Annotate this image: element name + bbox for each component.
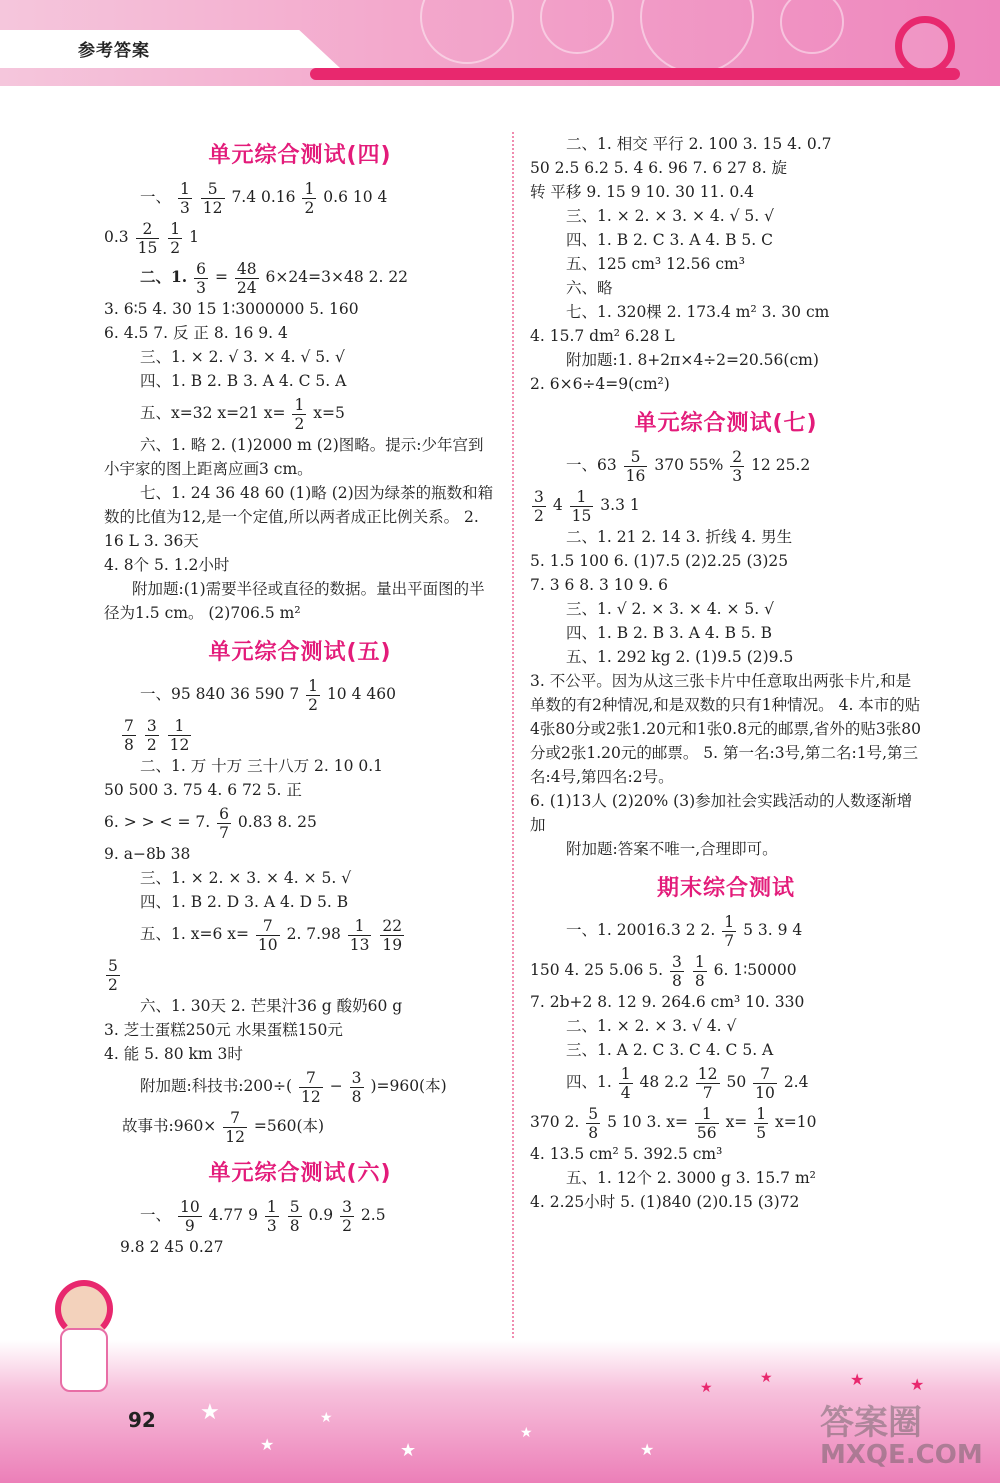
denominator: 8 xyxy=(588,1123,599,1142)
denominator: 2 xyxy=(534,506,544,525)
text: 5 3. 9 4 xyxy=(743,921,803,939)
denominator: 10 xyxy=(755,1083,775,1102)
denominator: 7 xyxy=(702,1083,713,1102)
fraction xyxy=(619,1065,633,1102)
answer-line: 50 2.5 6.2 5. 4 6. 96 7. 6 27 8. 旋 xyxy=(530,159,788,177)
numerator: 1 xyxy=(756,1104,767,1123)
text: 48 2.2 xyxy=(639,1073,689,1091)
fraction xyxy=(586,1105,600,1142)
denominator: 8 xyxy=(672,971,682,990)
answer-line xyxy=(104,954,496,994)
section-title: 单元综合测试(七) xyxy=(634,411,818,436)
numerator: 1 xyxy=(179,179,190,198)
fraction xyxy=(223,1109,247,1146)
text: 2.4 xyxy=(783,1073,809,1091)
text: )=960(本) xyxy=(370,1077,447,1095)
answer-line: 四、1. B 2. C 3. A 4. B 5. C xyxy=(566,231,773,249)
denominator: 10 xyxy=(257,935,278,954)
numerator: 6 xyxy=(196,259,206,278)
fraction xyxy=(730,448,744,485)
numerator: 3 xyxy=(534,487,544,506)
denominator: 24 xyxy=(236,278,257,297)
answer-line: 三、1. × 2. × 3. × 4. × 5. √ xyxy=(140,869,352,887)
column-divider xyxy=(512,132,514,1342)
numerator: 1 xyxy=(168,717,192,736)
fraction xyxy=(570,488,594,525)
text: 6×24=3×48 2. 22 xyxy=(265,268,409,286)
fraction xyxy=(340,1198,354,1235)
bonus-answer xyxy=(104,1106,496,1146)
text: 1 xyxy=(189,228,199,246)
text: 一、 xyxy=(140,188,172,206)
fraction xyxy=(299,1069,323,1106)
answer-line xyxy=(104,674,496,714)
answer-line: 二、1. 万 十万 三十八万 2. 10 0.1 xyxy=(140,757,384,775)
answer-line: 七、1. 320棵 2. 173.4 m² 3. 30 cm xyxy=(566,303,830,321)
text: 6. 1∶50000 xyxy=(713,961,797,979)
text: 6. > > < = 7. xyxy=(104,813,211,831)
answer-line xyxy=(104,1195,496,1235)
bonus-answer: 附加题:答案不唯一,合理即可。 xyxy=(566,840,778,858)
answer-line xyxy=(104,257,496,297)
answer-line: 9.8 2 45 0.27 xyxy=(120,1238,224,1256)
numerator: 1 xyxy=(348,917,372,936)
fraction xyxy=(235,260,259,297)
denominator: 12 xyxy=(225,1127,245,1146)
answer-line xyxy=(104,914,496,954)
answer-paragraph: 6. (1)13人 (2)20% (3)参加社会实践活动的人数逐渐增加 xyxy=(530,792,913,834)
bonus-answer: 2. 6×6÷4=9(cm²) xyxy=(530,375,670,393)
answer-line: 二、1. 相交 平行 2. 100 3. 15 4. 0.7 xyxy=(566,135,832,153)
fraction xyxy=(217,805,231,842)
denominator: 2 xyxy=(294,414,305,433)
star-icon: ★ xyxy=(760,1370,773,1386)
answer-line: 三、1. √ 2. × 3. × 4. × 5. √ xyxy=(566,600,775,618)
answer-line xyxy=(104,802,496,842)
answer-line: 5. 1.5 100 6. (1)7.5 (2)2.25 (3)25 xyxy=(530,552,789,570)
text: x=5 xyxy=(313,404,345,422)
fraction xyxy=(695,1105,719,1142)
fraction xyxy=(696,1065,720,1102)
numerator: 5 xyxy=(289,1197,300,1216)
answer-line xyxy=(530,445,922,485)
text: 故事书:960× xyxy=(122,1117,217,1135)
page-header xyxy=(0,0,1000,86)
answer-paragraph: 七、1. 24 36 48 60 (1)略 (2)因为绿茶的瓶数和箱数的比值为12,是一个定值,所以两者成正比例关系。 2. 16 L 3. 36天 xyxy=(104,484,494,550)
fraction xyxy=(306,677,320,714)
numerator: 1 xyxy=(170,219,181,238)
header-tab xyxy=(0,30,340,68)
star-icon: ★ xyxy=(520,1425,533,1441)
star-icon: ★ xyxy=(700,1380,713,1396)
answer-line: 五、1. 12个 2. 3000 g 3. 15.7 m² xyxy=(566,1169,816,1187)
numerator: 6 xyxy=(219,804,229,823)
text: 五、x=32 x=21 x= xyxy=(140,404,286,422)
numerator: 3 xyxy=(351,1068,362,1087)
numerator: 5 xyxy=(108,956,118,975)
numerator: 7 xyxy=(223,1109,247,1128)
denominator: 12 xyxy=(169,735,190,754)
denominator: 16 xyxy=(625,466,646,485)
text: 12 25.2 xyxy=(751,456,811,474)
answer-line: 4. 2.25小时 5. (1)840 (2)0.15 (3)72 xyxy=(530,1193,800,1211)
denominator: 3 xyxy=(732,466,743,485)
text: 7.4 0.16 xyxy=(231,188,296,206)
answer-line: 7. 3 6 8. 3 10 9. 6 xyxy=(530,576,669,594)
fraction xyxy=(288,1198,302,1235)
answer-line: 二、1. × 2. × 3. √ 4. √ xyxy=(566,1017,737,1035)
numerator: 22 xyxy=(382,916,403,935)
fraction xyxy=(292,396,306,433)
answer-paragraph: 3. 不公平。因为从这三张卡片中任意取出两张卡片,和是单数的有2种情况,和是双数的只有1种情况。 4. 本市的贴4张80分或2张1.20元和1张0.8元的邮票,省外的贴3张80分或2张1.20元的邮票。 5. 第一名:3号,第二名:1号,第三名:4号,第四名:2号。 xyxy=(530,672,921,786)
denominator: 15 xyxy=(571,506,592,525)
bonus-answer: 附加题:1. 8+2π×4÷2=20.56(cm) xyxy=(566,351,819,369)
numerator: 3 xyxy=(146,716,157,735)
denominator: 7 xyxy=(724,931,735,950)
denominator: 2 xyxy=(108,975,118,994)
answer-line xyxy=(530,485,922,525)
text: 0.83 8. 25 xyxy=(237,813,317,831)
denominator: 8 xyxy=(351,1087,362,1106)
answer-line xyxy=(104,714,496,754)
text: 二、1. xyxy=(140,267,188,286)
denominator: 56 xyxy=(696,1123,717,1142)
numerator: 7 xyxy=(753,1065,777,1084)
numerator: 1 xyxy=(724,912,735,931)
numerator: 5 xyxy=(624,448,648,467)
text: 10 4 460 xyxy=(326,685,396,703)
answer-line: 50 500 3. 75 4. 6 72 5. 正 xyxy=(104,781,302,799)
decor-circle xyxy=(420,0,514,64)
denominator: 9 xyxy=(184,1216,195,1235)
answer-line: 3. 6∶5 4. 30 15 1∶3000000 5. 160 xyxy=(104,300,359,318)
answer-line: 四、1. B 2. D 3. A 4. D 5. B xyxy=(140,893,349,911)
fraction xyxy=(201,180,225,217)
fraction xyxy=(380,917,404,954)
text: 2.5 xyxy=(360,1206,386,1224)
star-icon: ★ xyxy=(910,1375,925,1394)
denominator: 5 xyxy=(756,1123,767,1142)
text: 5 10 3. x= xyxy=(607,1113,688,1131)
answer-line: 4. 8个 5. 1.2小时 xyxy=(104,556,230,574)
numerator: 1 xyxy=(266,1197,277,1216)
numerator: 1 xyxy=(570,488,594,507)
answer-line xyxy=(530,910,922,950)
decor-circle xyxy=(540,0,614,54)
fraction xyxy=(624,448,648,485)
fraction xyxy=(145,717,159,754)
decor-circle xyxy=(780,0,844,54)
numerator: 1 xyxy=(294,395,305,414)
numerator: 1 xyxy=(695,1105,719,1124)
star-icon: ★ xyxy=(400,1440,417,1461)
fraction xyxy=(178,1198,202,1235)
answer-line: 三、1. A 2. C 3. C 4. C 5. A xyxy=(566,1041,774,1059)
right-column xyxy=(530,132,922,1214)
bonus-answer: 附加题:(1)需要半径或直径的数据。量出平面图的半径为1.5 cm。 (2)706.5 m² xyxy=(104,580,485,622)
numerator: 5 xyxy=(588,1104,599,1123)
fraction xyxy=(122,717,136,754)
answer-line: 四、1. B 2. B 3. A 4. B 5. B xyxy=(566,624,773,642)
answer-line: 二、1. 21 2. 14 3. 折线 4. 男生 xyxy=(566,528,793,546)
text: 0.9 xyxy=(308,1206,334,1224)
fraction xyxy=(754,1105,768,1142)
text: 370 2. xyxy=(530,1113,580,1131)
text: 0.6 10 4 xyxy=(323,188,388,206)
header-bar xyxy=(310,68,960,80)
watermark-logo: 答案圈 xyxy=(820,1403,922,1443)
star-icon: ★ xyxy=(260,1435,275,1454)
numerator: 10 xyxy=(179,1197,200,1216)
section-title: 单元综合测试(六) xyxy=(208,1161,392,1186)
answer-line xyxy=(104,217,496,257)
section-title: 期末综合测试 xyxy=(656,876,795,901)
numerator: 3 xyxy=(672,952,682,971)
answer-line: 转 平移 9. 15 9 10. 30 11. 0.4 xyxy=(530,183,754,201)
answer-line: 五、1. 292 kg 2. (1)9.5 (2)9.5 xyxy=(566,648,794,666)
girl-body-illustration xyxy=(60,1328,108,1392)
numerator: 1 xyxy=(694,952,705,971)
answer-line xyxy=(530,950,922,990)
denominator: 15 xyxy=(137,238,158,257)
answer-line xyxy=(104,393,496,433)
text: 4.77 9 xyxy=(208,1206,258,1224)
fraction xyxy=(532,488,546,525)
denominator: 12 xyxy=(301,1087,321,1106)
fraction xyxy=(136,220,160,257)
denominator: 3 xyxy=(179,198,190,217)
star-icon: ★ xyxy=(200,1400,220,1425)
denominator: 8 xyxy=(694,971,705,990)
denominator: 2 xyxy=(146,735,157,754)
fraction xyxy=(348,917,372,954)
star-icon: ★ xyxy=(320,1410,333,1426)
numerator: 48 xyxy=(236,259,257,278)
section-title: 单元综合测试(五) xyxy=(208,640,392,665)
fraction xyxy=(693,953,707,990)
answer-line xyxy=(530,1062,922,1102)
bonus-answer xyxy=(104,1066,496,1106)
answer-line: 三、1. × 2. √ 3. × 4. √ 5. √ xyxy=(140,348,345,366)
text: 2. 7.98 xyxy=(286,925,341,943)
header-title: 参考答案 xyxy=(78,41,150,61)
star-icon: ★ xyxy=(640,1440,655,1459)
fraction xyxy=(753,1065,777,1102)
text: 一、 xyxy=(140,1206,172,1224)
numerator: 3 xyxy=(342,1197,352,1216)
answer-line: 9. a−8b 38 xyxy=(104,845,191,863)
text: 3.3 1 xyxy=(600,496,640,514)
denominator: 3 xyxy=(196,278,206,297)
text: = xyxy=(214,268,228,286)
numerator: 1 xyxy=(308,676,318,695)
denominator: 13 xyxy=(349,935,370,954)
text: 0.3 xyxy=(104,228,129,246)
answer-line: 4. 能 5. 80 km 3时 xyxy=(104,1045,243,1063)
text: 附加题:科技书:200÷( xyxy=(140,1077,293,1095)
text: 一、1. 20016.3 2 2. xyxy=(566,921,716,939)
text: =560(本) xyxy=(253,1117,325,1135)
denominator: 4 xyxy=(620,1083,631,1102)
denominator: 8 xyxy=(289,1216,300,1235)
fraction xyxy=(722,913,736,950)
answer-paragraph: 六、1. 略 2. (1)2000 m (2)图略。提示:少年宫到小宇家的图上距离应画3 cm。 xyxy=(104,436,484,478)
text: 4 xyxy=(552,496,563,514)
numerator: 5 xyxy=(201,180,225,199)
numerator: 7 xyxy=(124,716,134,735)
section-title: 单元综合测试(四) xyxy=(208,143,392,168)
numerator: 1 xyxy=(304,179,315,198)
numerator: 2 xyxy=(136,220,160,239)
text: 150 4. 25 5.06 5. xyxy=(530,961,664,979)
decor-circle xyxy=(640,0,754,74)
denominator: 3 xyxy=(266,1216,277,1235)
denominator: 2 xyxy=(170,238,181,257)
text: x=10 xyxy=(775,1113,817,1131)
text: − xyxy=(329,1077,343,1095)
numerator: 7 xyxy=(299,1069,323,1088)
answer-line: 6. 4.5 7. 反 正 8. 16 9. 4 xyxy=(104,324,288,342)
denominator: 7 xyxy=(219,823,229,842)
fraction xyxy=(350,1069,364,1106)
watermark-url: MXQE.COM xyxy=(820,1440,983,1470)
answer-line: 4. 15.7 dm² 6.28 L xyxy=(530,327,675,345)
answer-line: 六、略 xyxy=(566,279,613,297)
fraction xyxy=(670,953,684,990)
denominator: 2 xyxy=(304,198,315,217)
fraction xyxy=(256,917,280,954)
denominator: 8 xyxy=(124,735,134,754)
text: 50 xyxy=(726,1073,747,1091)
denominator: 19 xyxy=(382,935,403,954)
answer-line: 六、1. 30天 2. 芒果汁36 g 酸奶60 g xyxy=(140,997,403,1015)
text: x= xyxy=(725,1113,748,1131)
star-icon: ★ xyxy=(850,1370,865,1389)
header-ring-icon xyxy=(895,16,955,76)
fraction xyxy=(194,260,208,297)
answer-line: 五、125 cm³ 12.56 cm³ xyxy=(566,255,745,273)
answer-line: 四、1. B 2. B 3. A 4. C 5. A xyxy=(140,372,347,390)
text: 五、1. x=6 x= xyxy=(140,925,249,943)
answer-line: 3. 芝士蛋糕250元 水果蛋糕150元 xyxy=(104,1021,343,1039)
numerator: 7 xyxy=(256,917,280,936)
fraction xyxy=(302,180,316,217)
numerator: 12 xyxy=(697,1064,718,1083)
answer-line: 三、1. × 2. × 3. × 4. √ 5. √ xyxy=(566,207,775,225)
fraction xyxy=(168,220,182,257)
denominator: 2 xyxy=(342,1216,352,1235)
page-number: 92 xyxy=(128,1408,156,1432)
answer-line xyxy=(530,1102,922,1142)
text: 一、63 xyxy=(566,456,617,474)
answer-line: 7. 2b+2 8. 12 9. 264.6 cm³ 10. 330 xyxy=(530,993,805,1011)
fraction xyxy=(178,180,192,217)
left-column xyxy=(104,128,496,1259)
numerator: 2 xyxy=(732,447,743,466)
denominator: 12 xyxy=(202,198,223,217)
answer-line: 4. 13.5 cm² 5. 392.5 cm³ xyxy=(530,1145,723,1163)
fraction xyxy=(168,717,192,754)
answer-line xyxy=(104,177,496,217)
text: 一、95 840 36 590 7 xyxy=(140,685,300,703)
fraction xyxy=(265,1198,279,1235)
denominator: 2 xyxy=(308,695,318,714)
text: 370 55% xyxy=(654,456,724,474)
numerator: 1 xyxy=(620,1064,631,1083)
fraction xyxy=(106,957,120,994)
text: 四、1. xyxy=(566,1073,612,1091)
